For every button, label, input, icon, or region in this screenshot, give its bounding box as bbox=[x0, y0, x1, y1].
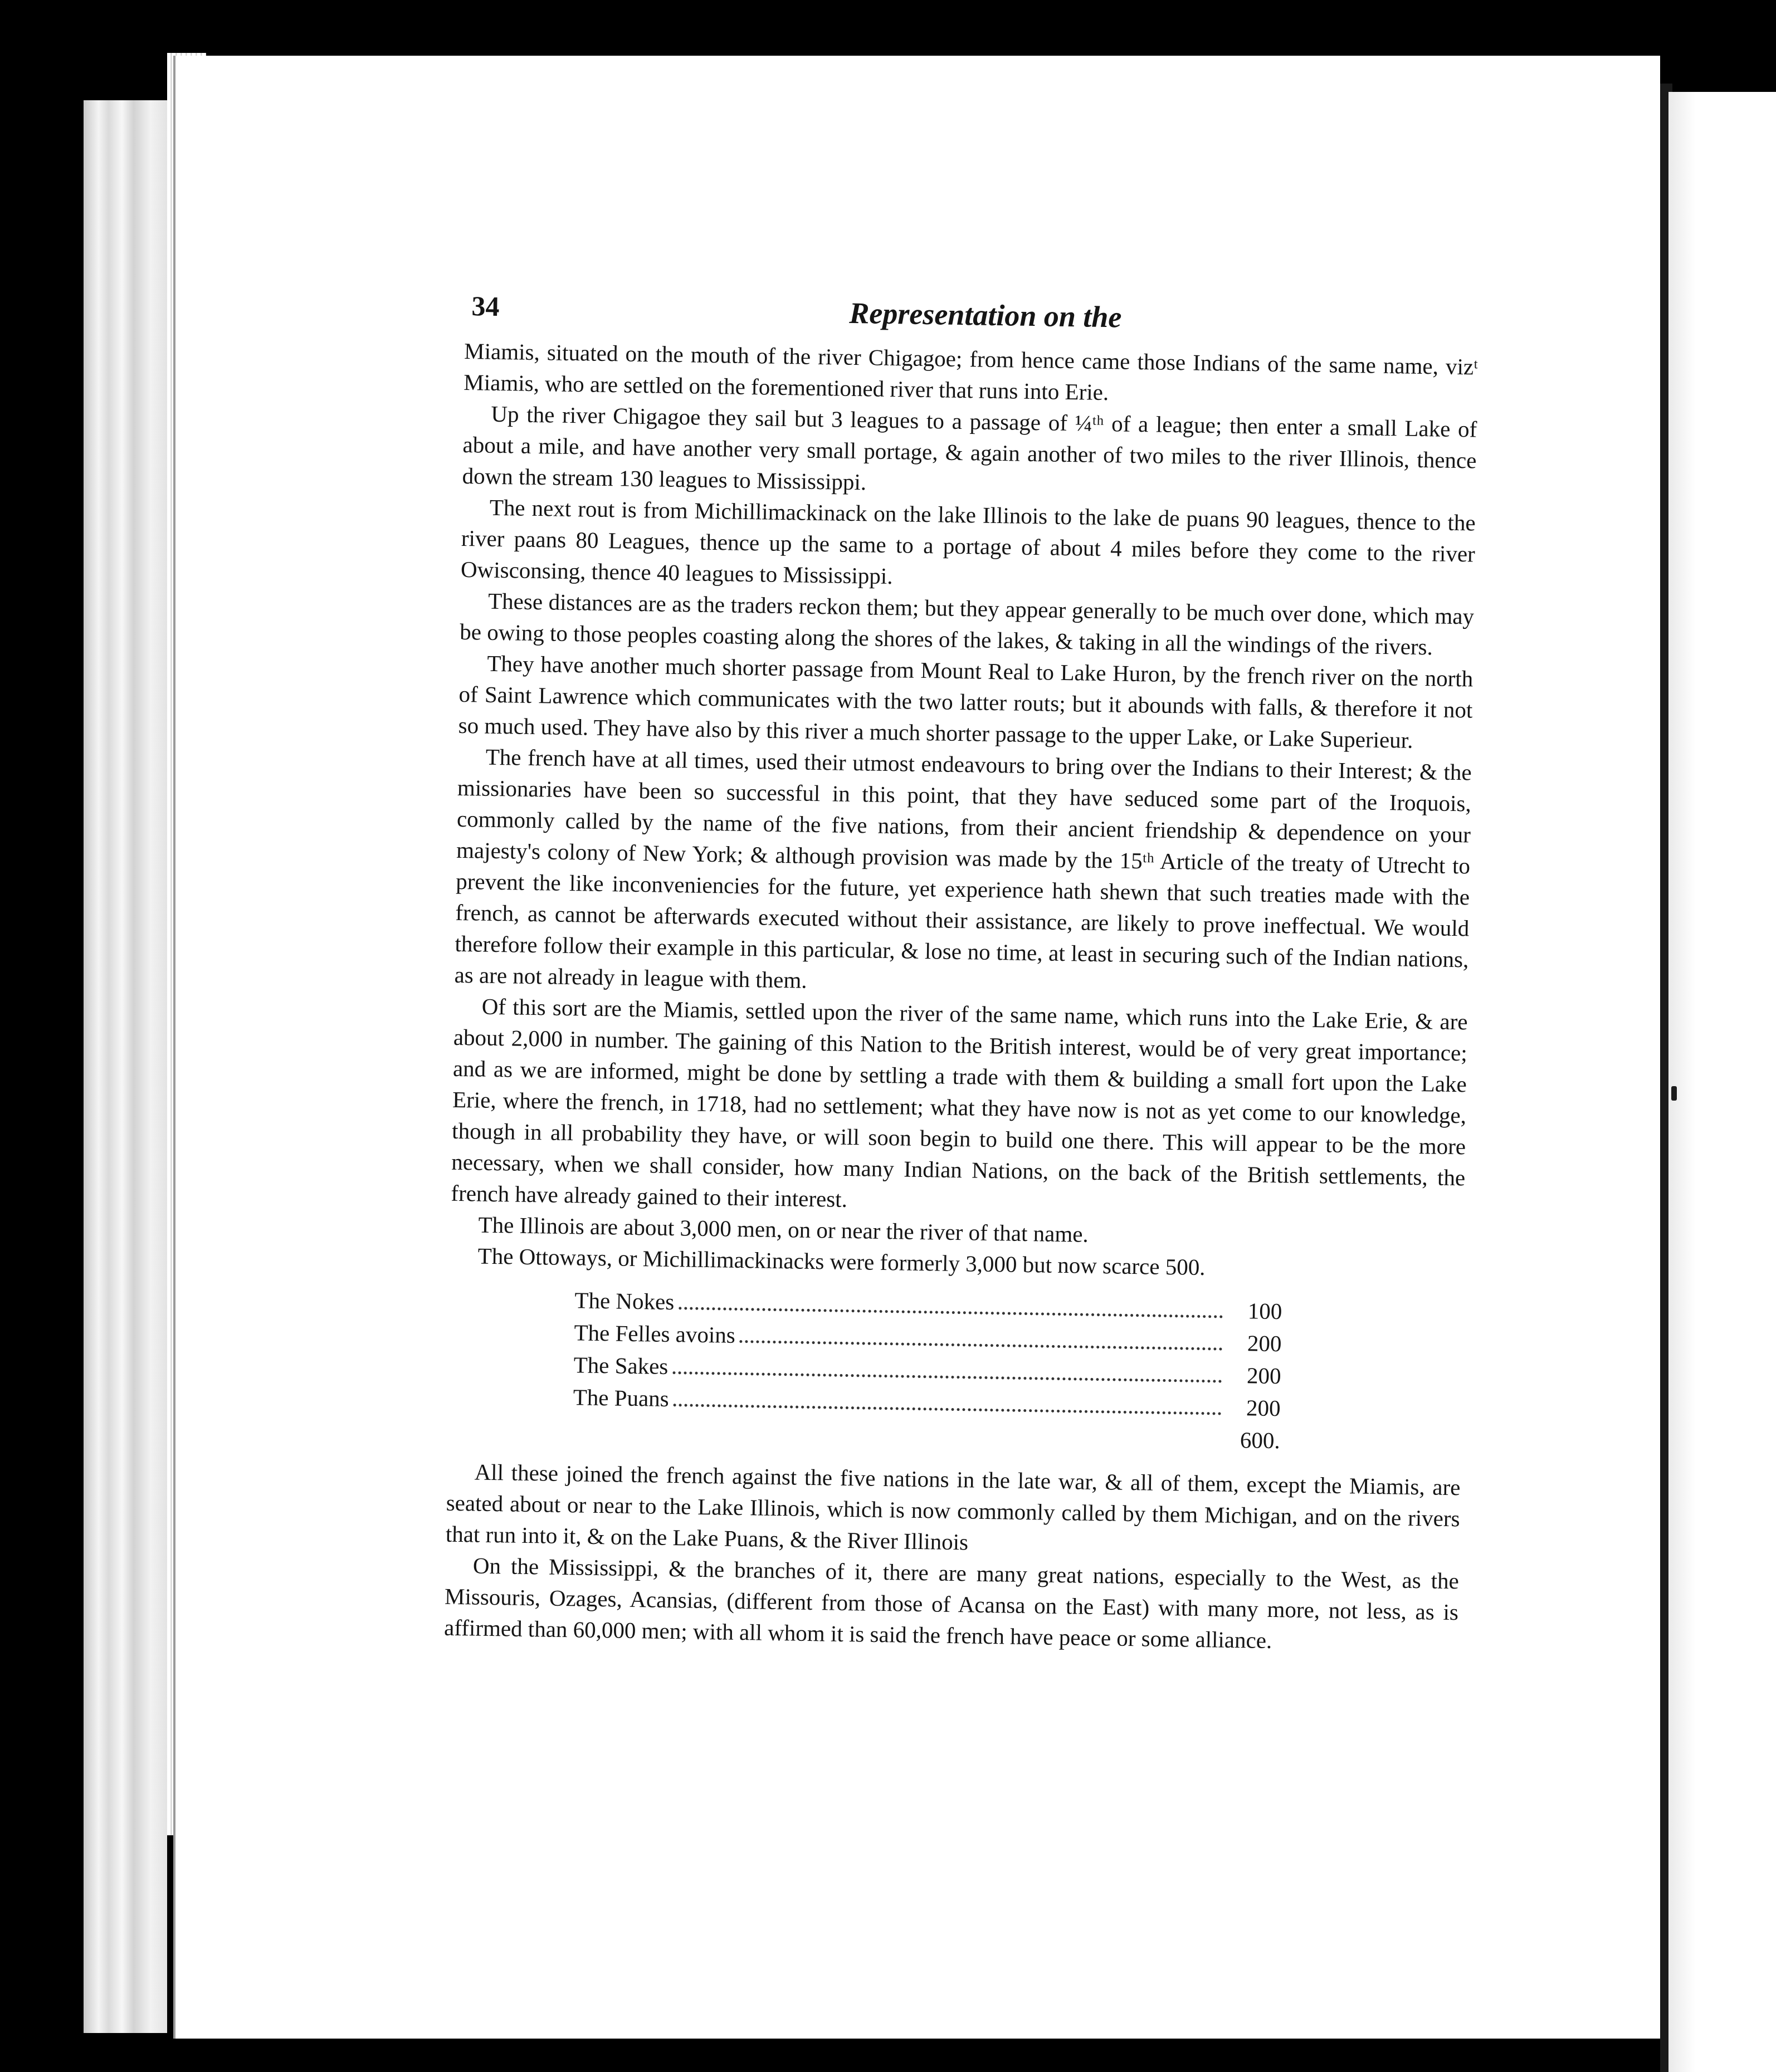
paragraph: Up the river Chigagoe they sail but 3 leagues to a passage of ¼ᵗʰ of a league; then enter a small Lake of about a mile, and have another very small portage, & again another of two miles to the river Illinois, thence down the stream 130 leagues to Mississippi. bbox=[462, 400, 1477, 495]
tribe-table bbox=[572, 1284, 1282, 1457]
paragraph: Miamis, situated on the mouth of the river Chigagoe; from hence came those Indians of the same name, vizᵗ Miamis, who are settled on the forementioned river that runs into Erie. bbox=[463, 338, 1479, 405]
book-page-edges bbox=[84, 100, 167, 2033]
tribe-name: The Nokes bbox=[574, 1287, 675, 1315]
tribe-name: The Felles avoins bbox=[574, 1320, 736, 1348]
paragraph: All these joined the french against the five nations in the late war, & all of them, except the Miamis, are seated about or near to the Lake Illinois, which is now commonly called by them Michigan, and on the rivers that run into it, & on the Lake Puans, & the River Illinois bbox=[445, 1459, 1461, 1555]
paragraph: The next rout is from Michillimackinack on the lake Illinois to the lake de puans 90 leagues, thence to the river paans 80 Leagues, thence up the same to a portage of about 4 miles before they come to the river Owisconsing, thence 40 leagues to Mississippi. bbox=[460, 494, 1476, 589]
tribe-count: 100 bbox=[1247, 1298, 1282, 1325]
tribe-count: 200 bbox=[1246, 1395, 1281, 1421]
page-speck bbox=[1671, 1086, 1677, 1101]
paragraph: These distances are as the traders reckon them; but they appear generally to be much over done, which may be owing to those peoples coasting along the shores of the lakes, & taking in all the windings of the rivers. bbox=[459, 588, 1475, 660]
dot-leader bbox=[740, 1340, 1223, 1351]
tribe-name: The Puans bbox=[573, 1384, 670, 1411]
tribe-name: The Sakes bbox=[573, 1352, 669, 1379]
paragraph: On the Mississippi, & the branches of it, there are many great nations, especially to the West, as the Missouris, Ozages, Acansias, (different from those of Acansa on the East) with many more, not less, as is affirmed than 60,000 men; with all whom it is said the french have peace or some alliance. bbox=[443, 1552, 1460, 1654]
paragraph: The Ottoways, or Michillimackinacks were formerly 3,000 but now scarce 500. bbox=[477, 1243, 1206, 1281]
paragraph: The Illinois are about 3,000 men, on or near the river of that name. bbox=[478, 1211, 1089, 1247]
paragraph: Of this sort are the Miamis, settled upon the river of the same name, which runs into the Lake Erie, & are about 2,000 in number. The gaining of this Nation to the British interest, would be of very great importance; and as we are informed, might be done by settling a trade with them & building a small fort upon the Lake Erie, where the french, in 1718, had no settlement; what they have now is not as yet come to our knowledge, though in all probability they have, or will soon begin to build one there. This will appear to be the more necessary, when we shall consider, how many Indian Nations, on the back of the British settlements, the french have already gained to their interest. bbox=[451, 993, 1468, 1212]
tribe-count: 200 bbox=[1246, 1362, 1281, 1389]
tribe-total: 600. bbox=[1240, 1427, 1281, 1454]
dot-leader bbox=[672, 1371, 1222, 1382]
dot-leader bbox=[674, 1404, 1222, 1415]
tribe-count: 200 bbox=[1247, 1330, 1282, 1357]
dot-leader bbox=[679, 1307, 1223, 1318]
paragraph: They have another much shorter passage from Mount Real to Lake Huron, by the french river on the north of Saint Lawrence which communicates with the two latter routs; but it abounds with falls, & therefore it not so much used. They have also by this river a much shorter passage to the upper Lake, or Lake Superieur. bbox=[458, 650, 1474, 753]
paragraph: The french have at all times, used their utmost endeavours to bring over the Indians to their Interest; & the missionaries have been so successful in this point, that they have seduced some part of the Iroquois, commonly called by the name of the five nations, from their ancient friendship & dependence on your majesty's colony of New York; & although provision was made by the 15ᵗʰ Article of the treaty of Utrecht to prevent the like inconveniencies for the future, yet experience hath shewn that such treaties made with the french, as cannot be afterwards executed without their assistance, are likely to prove ineffectual. We would therefore follow their example in this particular, & lose no time, at least in securing such of the Indian nations, as are not already in league with them. bbox=[454, 744, 1472, 993]
running-title: Representation on the bbox=[848, 296, 1122, 334]
page-content bbox=[444, 290, 1479, 1659]
page-number: 34 bbox=[471, 290, 500, 322]
facing-page bbox=[1668, 92, 1776, 2072]
